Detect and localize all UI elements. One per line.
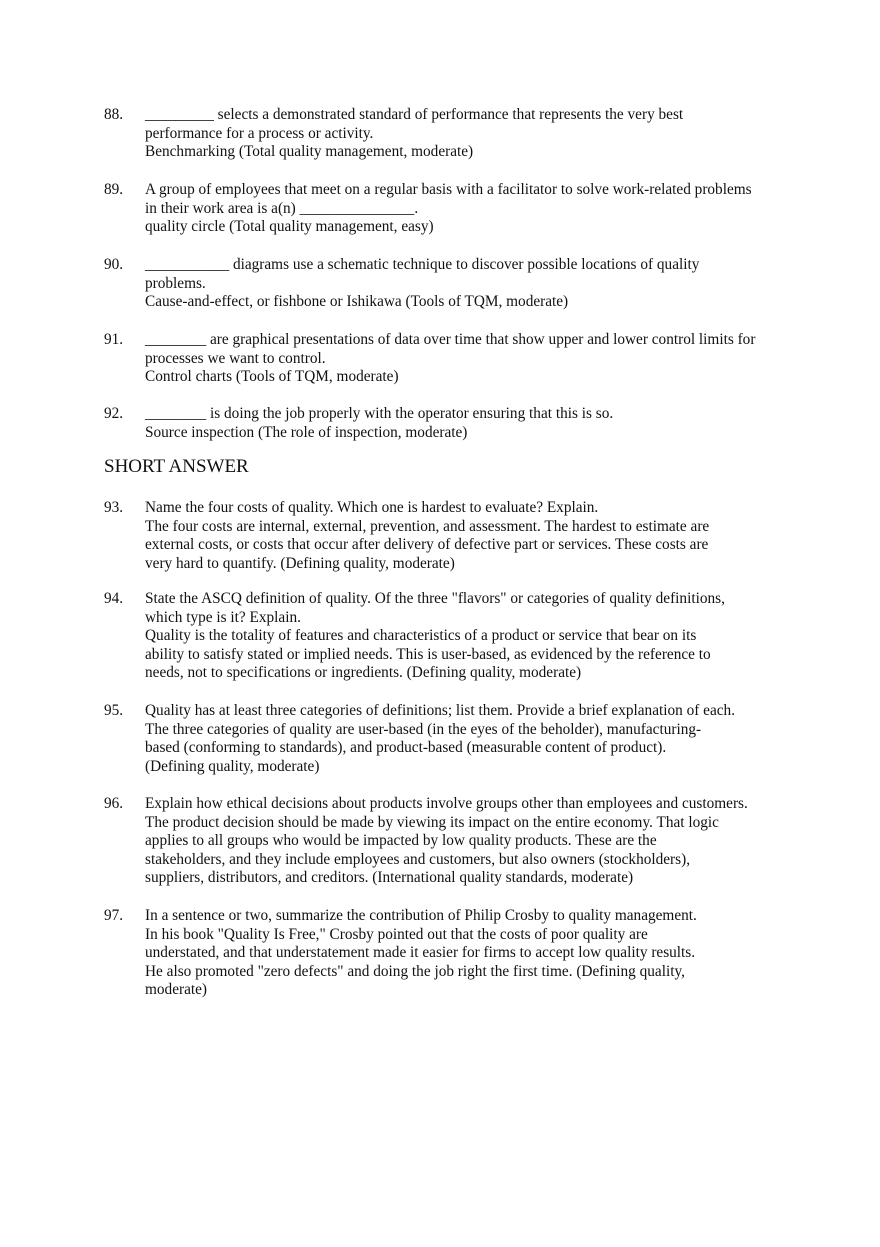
answer-line: understated, and that understatement made it easier for firms to accept low quality results.	[145, 944, 696, 962]
answer-line: applies to all groups who would be impacted by low quality products. These are the	[145, 832, 657, 850]
question-92	[104, 405, 804, 442]
question-text-line: ________ are graphical presentations of data over time that show upper and lower control limits for	[145, 331, 756, 348]
answer-line: moderate)	[145, 981, 208, 999]
question-88	[104, 106, 804, 162]
answer-line: Quality is the totality of features and characteristics of a product or service that bear on its	[145, 627, 697, 645]
question-text-line: In a sentence or two, summarize the contribution of Philip Crosby to quality management.	[145, 907, 697, 924]
question-90	[104, 256, 804, 312]
answer-line: Cause-and-effect, or fishbone or Ishikawa (Tools of TQM, moderate)	[145, 293, 569, 311]
answer-line: ability to satisfy stated or implied needs. This is user-based, as evidenced by the reference to	[145, 645, 711, 663]
question-number: 88.	[104, 106, 124, 123]
question-text-line: which type is it? Explain.	[145, 608, 301, 626]
question-91	[104, 331, 804, 387]
answer-line: The product decision should be made by viewing its impact on the entire economy. That logic	[145, 813, 719, 831]
question-text-line: processes we want to control.	[145, 349, 326, 367]
question-body	[145, 106, 804, 162]
question-body	[145, 702, 804, 776]
question-body	[145, 256, 804, 312]
question-body	[145, 405, 804, 442]
answer-line: The four costs are internal, external, prevention, and assessment. The hardest to estimate are	[145, 517, 710, 535]
answer-line: needs, not to specifications or ingredients. (Defining quality, moderate)	[145, 664, 582, 682]
answer-line: external costs, or costs that occur after delivery of defective part or services. These costs are	[145, 536, 709, 554]
answer-line: very hard to quantify. (Defining quality, moderate)	[145, 554, 455, 572]
question-text-line: Quality has at least three categories of definitions; list them. Provide a brief explanation of each.	[145, 702, 736, 719]
answer-line: He also promoted "zero defects" and doing the job right the first time. (Defining quality,	[145, 962, 685, 980]
question-body	[145, 499, 804, 573]
question-body	[145, 795, 804, 888]
question-text-line: _________ selects a demonstrated standard of performance that represents the very best	[145, 106, 684, 123]
question-number: 91.	[104, 331, 124, 348]
question-text-line: ___________ diagrams use a schematic technique to discover possible locations of quality	[145, 256, 700, 273]
question-text-line: ________ is doing the job properly with the operator ensuring that this is so.	[145, 405, 614, 422]
question-96	[104, 795, 804, 888]
question-number: 92.	[104, 405, 124, 422]
answer-line: Control charts (Tools of TQM, moderate)	[145, 368, 399, 386]
answer-line: suppliers, distributors, and creditors. (International quality standards, moderate)	[145, 869, 634, 887]
question-number: 97.	[104, 907, 124, 924]
answer-line: Source inspection (The role of inspection, moderate)	[145, 423, 468, 441]
question-89	[104, 181, 804, 237]
question-text-line: in their work area is a(n) _______________.	[145, 199, 419, 217]
question-text-line: problems.	[145, 274, 206, 292]
section-heading: SHORT ANSWER	[104, 456, 249, 477]
question-text-line: Explain how ethical decisions about products involve groups other than employees and customers.	[145, 795, 748, 812]
question-number: 94.	[104, 590, 124, 607]
question-number: 89.	[104, 181, 124, 198]
answer-line: (Defining quality, moderate)	[145, 757, 320, 775]
question-97	[104, 907, 804, 1000]
question-text-line: Name the four costs of quality. Which one is hardest to evaluate? Explain.	[145, 499, 599, 516]
question-body	[145, 590, 804, 683]
question-text-line: State the ASCQ definition of quality. Of the three "flavors" or categories of quality definitions,	[145, 590, 725, 607]
question-number: 96.	[104, 795, 124, 812]
question-body	[145, 907, 804, 1000]
question-text-line: A group of employees that meet on a regular basis with a facilitator to solve work-related problems	[145, 181, 752, 198]
answer-line: Benchmarking (Total quality management, moderate)	[145, 143, 474, 161]
answer-line: stakeholders, and they include employees and customers, but also owners (stockholders),	[145, 850, 691, 868]
question-number: 95.	[104, 702, 124, 719]
answer-line: quality circle (Total quality management, easy)	[145, 218, 434, 236]
question-body	[145, 331, 804, 387]
question-body	[145, 181, 804, 237]
question-text-line: performance for a process or activity.	[145, 124, 374, 142]
question-number: 93.	[104, 499, 124, 516]
answer-line: The three categories of quality are user-based (in the eyes of the beholder), manufacturing-	[145, 720, 702, 738]
question-93	[104, 499, 804, 573]
question-95	[104, 702, 804, 776]
answer-line: In his book "Quality Is Free," Crosby pointed out that the costs of poor quality are	[145, 925, 648, 943]
answer-line: based (conforming to standards), and product-based (measurable content of product).	[145, 739, 667, 757]
question-number: 90.	[104, 256, 124, 273]
question-94	[104, 590, 804, 683]
